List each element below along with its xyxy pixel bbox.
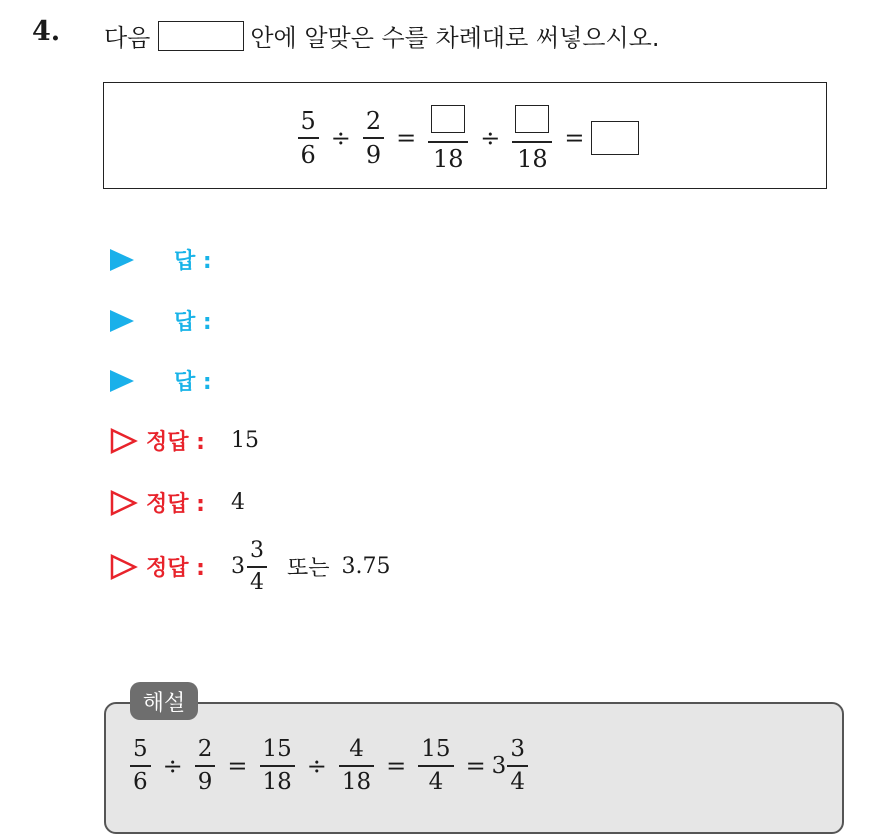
question-text-after: 안에 알맞은 수를 차례대로 써넣으시오. — [250, 24, 660, 52]
problem-equation — [104, 105, 826, 171]
solution-label: 정답 : — [146, 430, 205, 455]
inline-blank-box — [158, 21, 244, 51]
question-text — [104, 18, 659, 53]
answer-label: 답 : — [174, 249, 212, 274]
question-text-before: 다음 — [104, 24, 151, 52]
denominator: 9 — [365, 140, 382, 169]
outline-triangle-icon — [110, 490, 138, 516]
result-blank-box[interactable] — [591, 121, 639, 155]
numerator-blank-box[interactable] — [431, 105, 465, 133]
fraction-5-6 — [130, 738, 151, 794]
answer-row-3 — [110, 365, 212, 396]
numerator: 3 — [510, 736, 525, 762]
solution-row-2 — [110, 487, 245, 518]
numerator: 15 — [262, 736, 292, 762]
whole-part: 3 — [491, 752, 507, 779]
answer-row-1 — [110, 244, 212, 275]
numerator: 4 — [349, 736, 364, 762]
solution-label: 정답 : — [146, 492, 205, 517]
outline-triangle-icon — [110, 554, 138, 580]
denominator: 4 — [249, 569, 264, 595]
solution-alt-value: 3.75 — [341, 554, 391, 580]
denominator: 18 — [433, 144, 464, 173]
denominator: 9 — [197, 768, 213, 795]
divide-sign: ÷ — [330, 123, 351, 152]
numerator: 2 — [365, 107, 382, 135]
numerator: 3 — [249, 538, 264, 563]
equals-sign: = — [564, 123, 585, 152]
fraction-4-18 — [339, 738, 374, 794]
fraction-blank-18-b — [512, 105, 552, 171]
equals-sign: = — [227, 751, 248, 780]
divide-sign: ÷ — [306, 751, 327, 780]
mixed-number-value — [231, 540, 269, 594]
equals-sign: = — [465, 751, 486, 780]
outline-triangle-icon — [110, 428, 138, 454]
fraction-2-9 — [363, 109, 384, 167]
numerator: 2 — [197, 736, 213, 762]
numerator: 15 — [421, 736, 451, 762]
denominator: 6 — [300, 140, 316, 169]
numerator: 5 — [300, 107, 316, 135]
question-number: 4. — [32, 16, 61, 47]
solution-row-1 — [110, 425, 259, 456]
answer-label: 답 : — [174, 370, 212, 395]
numerator: 5 — [133, 736, 148, 762]
numerator-blank-box[interactable] — [515, 105, 549, 133]
answer-row-2 — [110, 305, 212, 336]
explanation-tab: 해설 — [130, 682, 198, 720]
fraction-2-9 — [195, 738, 216, 794]
denominator: 18 — [517, 144, 548, 173]
whole-part: 3 — [230, 554, 245, 580]
solution-label: 정답 : — [146, 556, 205, 582]
fraction-blank-18-a — [428, 105, 468, 171]
connector-text: 또는 — [286, 556, 330, 582]
fraction-3-4 — [247, 540, 267, 594]
fraction-15-18 — [260, 738, 295, 794]
fraction-5-6 — [298, 109, 319, 167]
divide-sign: ÷ — [480, 123, 501, 152]
play-triangle-icon — [110, 310, 134, 332]
solution-value: 4 — [230, 490, 245, 515]
divide-sign: ÷ — [162, 751, 183, 780]
play-triangle-icon — [110, 249, 134, 271]
play-triangle-icon — [110, 370, 134, 392]
equals-sign: = — [386, 751, 407, 780]
fraction-15-4 — [418, 738, 453, 794]
solution-row-3 — [110, 540, 390, 594]
denominator: 4 — [428, 768, 444, 795]
explanation-equation — [124, 738, 534, 794]
solution-value: 15 — [230, 428, 259, 453]
denominator: 4 — [510, 768, 525, 795]
problem-box — [103, 82, 827, 189]
denominator: 18 — [262, 768, 292, 795]
denominator: 6 — [133, 768, 148, 795]
answer-label: 답 : — [174, 310, 212, 335]
equals-sign: = — [396, 123, 417, 152]
fraction-3-4 — [507, 738, 528, 794]
denominator: 18 — [341, 768, 372, 795]
